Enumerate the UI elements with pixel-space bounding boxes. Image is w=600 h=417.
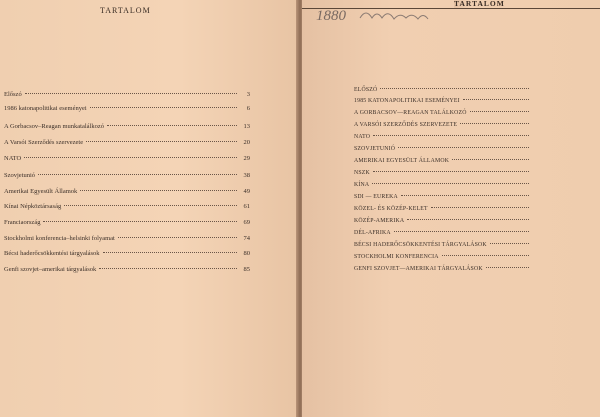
toc-label: A GORBACSOV—REAGAN TALÁLKOZÓ xyxy=(354,110,467,116)
toc-page-number: 29 xyxy=(243,155,250,162)
toc-label: DÉL-AFRIKA xyxy=(354,230,391,236)
toc-label: A Gorbacsov–Reagan munkatalálkozó xyxy=(4,123,104,130)
toc-row xyxy=(4,123,250,135)
leader-dots xyxy=(470,111,529,112)
toc-row xyxy=(354,254,532,266)
toc-label: Kínai Népköztársaság xyxy=(4,203,62,210)
toc-page-number: 13 xyxy=(243,123,250,130)
leader-dots xyxy=(64,205,237,206)
toc-label: GENFI SZOVJET—AMERIKAI TÁRGYALÁSOK xyxy=(354,266,483,272)
toc-row xyxy=(354,170,532,182)
leader-dots xyxy=(43,221,237,222)
leader-dots xyxy=(372,183,529,184)
toc-row xyxy=(354,158,532,170)
toc-label: Genfi szovjet–amerikai tárgyalások xyxy=(4,266,97,273)
toc-row xyxy=(354,266,532,278)
toc-label: Szovjetunió xyxy=(4,172,36,179)
toc-page-number: 61 xyxy=(243,203,250,210)
toc-page-number: 74 xyxy=(243,235,250,242)
toc-label: A Varsói Szerződés szervezete xyxy=(4,139,84,146)
toc-row xyxy=(4,235,250,247)
toc-row xyxy=(4,91,250,103)
toc-label: STOCKHOLMI KONFERENCIA xyxy=(354,254,439,260)
handwritten-pencil-note xyxy=(312,2,452,28)
leader-dots xyxy=(373,135,529,136)
toc-label: A VARSÓI SZERZŐDÉS SZERVEZETE xyxy=(354,122,458,128)
toc-row xyxy=(354,218,532,230)
leader-dots xyxy=(398,147,529,148)
toc-row xyxy=(4,172,250,184)
toc-label: KÖZÉP-AMERIKA xyxy=(354,218,405,224)
toc-label: Amerikai Egyesült Államok xyxy=(4,188,78,195)
pencil-scribble xyxy=(360,13,428,19)
toc-row xyxy=(4,250,250,262)
toc-label: Franciaország xyxy=(4,219,41,226)
leader-dots xyxy=(394,231,529,232)
leader-dots xyxy=(490,243,529,244)
leader-dots xyxy=(442,255,529,256)
toc-row xyxy=(4,266,250,278)
toc-label: KÍNA xyxy=(354,182,370,188)
toc-label: AMERIKAI EGYESÜLT ÁLLAMOK xyxy=(354,158,450,164)
toc-page-number: 80 xyxy=(243,250,250,257)
toc-label: ELŐSZÓ xyxy=(354,87,378,93)
toc-page-number: 69 xyxy=(243,219,250,226)
leader-dots xyxy=(486,267,529,268)
toc-row xyxy=(354,206,532,218)
leader-dots xyxy=(99,268,237,269)
toc-row xyxy=(4,155,250,167)
right-page xyxy=(302,0,600,417)
toc-row xyxy=(4,139,250,151)
leader-dots xyxy=(24,157,237,158)
toc-label: NSZK xyxy=(354,170,370,176)
toc-page-number: 49 xyxy=(243,188,250,195)
leader-dots xyxy=(373,171,529,172)
toc-row xyxy=(354,98,532,110)
leader-dots xyxy=(407,219,529,220)
toc-label: BÉCSI HADERŐCSÖKKENTÉSI TÁRGYALÁSOK xyxy=(354,242,487,248)
toc-row xyxy=(354,122,532,134)
toc-label: Stockholmi konferencia–helsinki folyamat xyxy=(4,235,115,242)
toc-label: NATO xyxy=(4,155,22,162)
toc-label: SZOVJETUNIÓ xyxy=(354,146,396,152)
toc-row xyxy=(354,194,532,206)
toc-label: Előszó xyxy=(4,91,22,98)
leader-dots xyxy=(401,195,529,196)
toc-page-number: 6 xyxy=(246,105,250,112)
leader-dots xyxy=(86,141,237,142)
toc-label: NATO xyxy=(354,134,371,140)
toc-row xyxy=(4,219,250,231)
toc-row xyxy=(4,203,250,215)
right-page-title: TARTALOM xyxy=(454,0,505,8)
toc-row xyxy=(354,182,532,194)
toc-page-number: 85 xyxy=(243,266,250,273)
leader-dots xyxy=(380,88,529,89)
left-page xyxy=(0,0,298,417)
toc-label: 1985 KATONAPOLITIKAI ESEMÉNYEI xyxy=(354,98,460,104)
toc-row xyxy=(354,134,532,146)
toc-row xyxy=(354,242,532,254)
leader-dots xyxy=(107,125,237,126)
leader-dots xyxy=(80,190,237,191)
leader-dots xyxy=(25,93,237,94)
toc-page-number: 3 xyxy=(246,91,250,98)
toc-row xyxy=(354,110,532,122)
toc-label: SDI — EUREKA xyxy=(354,194,398,200)
toc-label: KÖZEL- ÉS KÖZÉP-KELET xyxy=(354,206,428,212)
leader-dots xyxy=(463,99,529,100)
leader-dots xyxy=(460,123,529,124)
toc-row xyxy=(4,105,250,117)
handwritten-number: 1880 xyxy=(316,8,346,24)
leader-dots xyxy=(90,107,237,108)
toc-label: 1986 katonapolitikai eseményei xyxy=(4,105,87,112)
left-page-title: TARTALOM xyxy=(100,6,151,15)
leader-dots xyxy=(38,174,237,175)
leader-dots xyxy=(103,252,237,253)
leader-dots xyxy=(452,159,529,160)
toc-row xyxy=(354,230,532,242)
toc-label: Bécsi haderőcsökkentési tárgyalások xyxy=(4,250,100,257)
toc-page-number: 20 xyxy=(243,139,250,146)
toc-page-number: 38 xyxy=(243,172,250,179)
leader-dots xyxy=(431,207,529,208)
toc-row xyxy=(4,188,250,200)
toc-row xyxy=(354,146,532,158)
leader-dots xyxy=(118,237,237,238)
